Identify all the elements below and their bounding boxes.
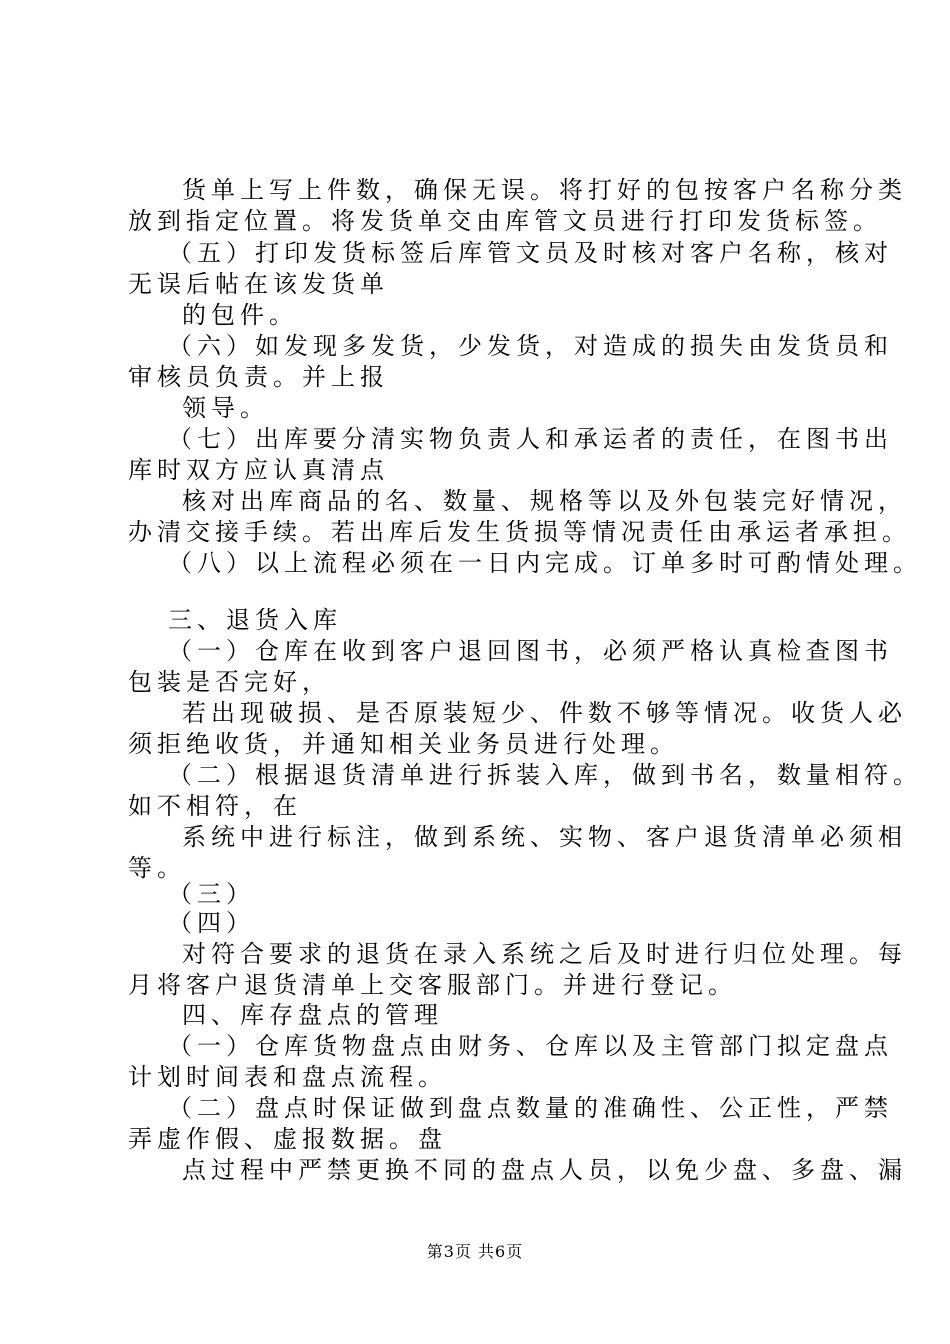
text-line: （五）打印发货标签后库管文员及时核对客户名称，核对 <box>168 239 893 267</box>
text-line: 货单上写上件数，确保无误。将打好的包按客户名称分类 <box>182 176 907 204</box>
text-line: 审核员负责。并上报 <box>128 363 389 391</box>
text-line: 对符合要求的退货在录入系统之后及时进行归位处理。每 <box>182 940 907 968</box>
text-line: 若出现破损、是否原装短少、件数不够等情况。收货人必 <box>182 699 907 727</box>
text-line: 弄虚作假、虚报数据。盘 <box>128 1125 447 1153</box>
text-line: （二）盘点时保证做到盘点数量的准确性、公正性，严禁 <box>168 1094 893 1122</box>
text-line: 如不相符，在 <box>128 792 302 820</box>
text-line: （七）出库要分清实物负责人和承运者的责任，在图书出 <box>168 425 893 453</box>
section-heading: 四、库存盘点的管理 <box>182 1001 443 1029</box>
text-line: 等。 <box>128 854 186 882</box>
text-line: 须拒绝收货，并通知相关业务员进行处理。 <box>128 730 679 758</box>
text-line: 月将客户退货清单上交客服部门。并进行登记。 <box>128 971 737 999</box>
text-line: 领导。 <box>182 394 269 422</box>
text-line: 计划时间表和盘点流程。 <box>128 1063 447 1091</box>
text-line: （六）如发现多发货，少发货，对造成的损失由发货员和 <box>168 332 893 360</box>
text-line: 的包件。 <box>182 301 298 329</box>
text-line: （二）根据退货清单进行拆装入库，做到书名，数量相符。 <box>168 761 922 789</box>
text-line: 系统中进行标注，做到系统、实物、客户退货清单必须相 <box>182 823 907 851</box>
section-heading: 三、退货入库 <box>168 606 342 634</box>
text-line: （四） <box>168 909 255 937</box>
page-footer: 第3页 共6页 <box>426 1242 524 1261</box>
text-line: （八）以上流程必须在一日内完成。订单多时可酌情处理。 <box>168 549 922 577</box>
text-line: （一）仓库货物盘点由财务、仓库以及主管部门拟定盘点 <box>168 1032 893 1060</box>
text-line: 点过程中严禁更换不同的盘点人员，以免少盘、多盘、漏 <box>182 1156 907 1184</box>
text-line: 放到指定位置。将发货单交由库管文员进行打印发货标签。 <box>128 207 882 235</box>
text-line: 库时双方应认真清点 <box>128 456 389 484</box>
text-line: （一）仓库在收到客户退回图书，必须严格认真检查图书 <box>168 637 893 665</box>
text-line: 核对出库商品的名、数量、规格等以及外包装完好情况， <box>182 487 907 515</box>
text-line: （三） <box>168 880 255 908</box>
text-line: 包装是否完好， <box>128 668 331 696</box>
text-line: 无误后帖在该发货单 <box>128 270 389 298</box>
text-line: 办清交接手续。若出库后发生货损等情况责任由承运者承担。 <box>128 518 911 546</box>
